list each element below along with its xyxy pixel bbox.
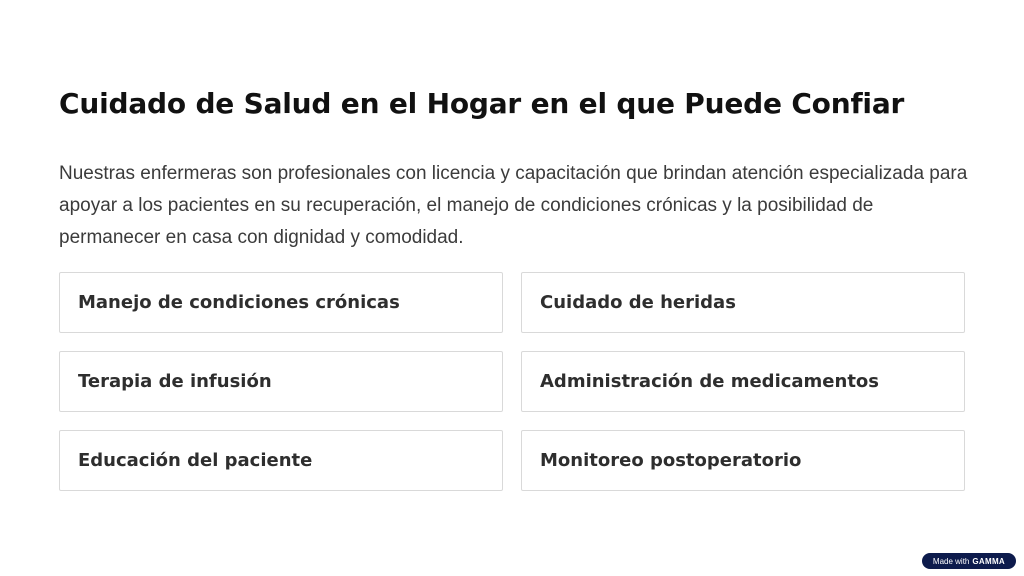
service-card-label: Manejo de condiciones crónicas [78,292,400,313]
slide-title: Cuidado de Salud en el Hogar en el que Puede Confiar [59,87,905,120]
badge-prefix: Made with [932,556,970,566]
service-card-infusion-therapy [59,351,503,412]
gamma-logo: GAMMA [972,556,1005,566]
service-card-medication-administration [521,351,965,412]
service-card-patient-education [59,430,503,491]
service-card-chronic-care [59,272,503,333]
made-with-gamma-badge[interactable] [922,553,1016,569]
service-card-label: Monitoreo postoperatorio [540,450,802,471]
service-card-postoperative-monitoring [521,430,965,491]
service-card-label: Cuidado de heridas [540,292,736,313]
service-card-label: Terapia de infusión [78,371,272,392]
service-card-label: Administración de medicamentos [540,371,880,392]
intro-paragraph: Nuestras enfermeras son profesionales con licencia y capacitación que brindan atención especializada para apoyar a los pacientes en su recuperación, el manejo de condiciones crónicas y la posibilidad de permanecer en casa con dignidad y comodidad. [59,163,968,248]
service-card-wound-care [521,272,965,333]
service-card-label: Educación del paciente [78,450,313,471]
services-grid [59,272,965,491]
